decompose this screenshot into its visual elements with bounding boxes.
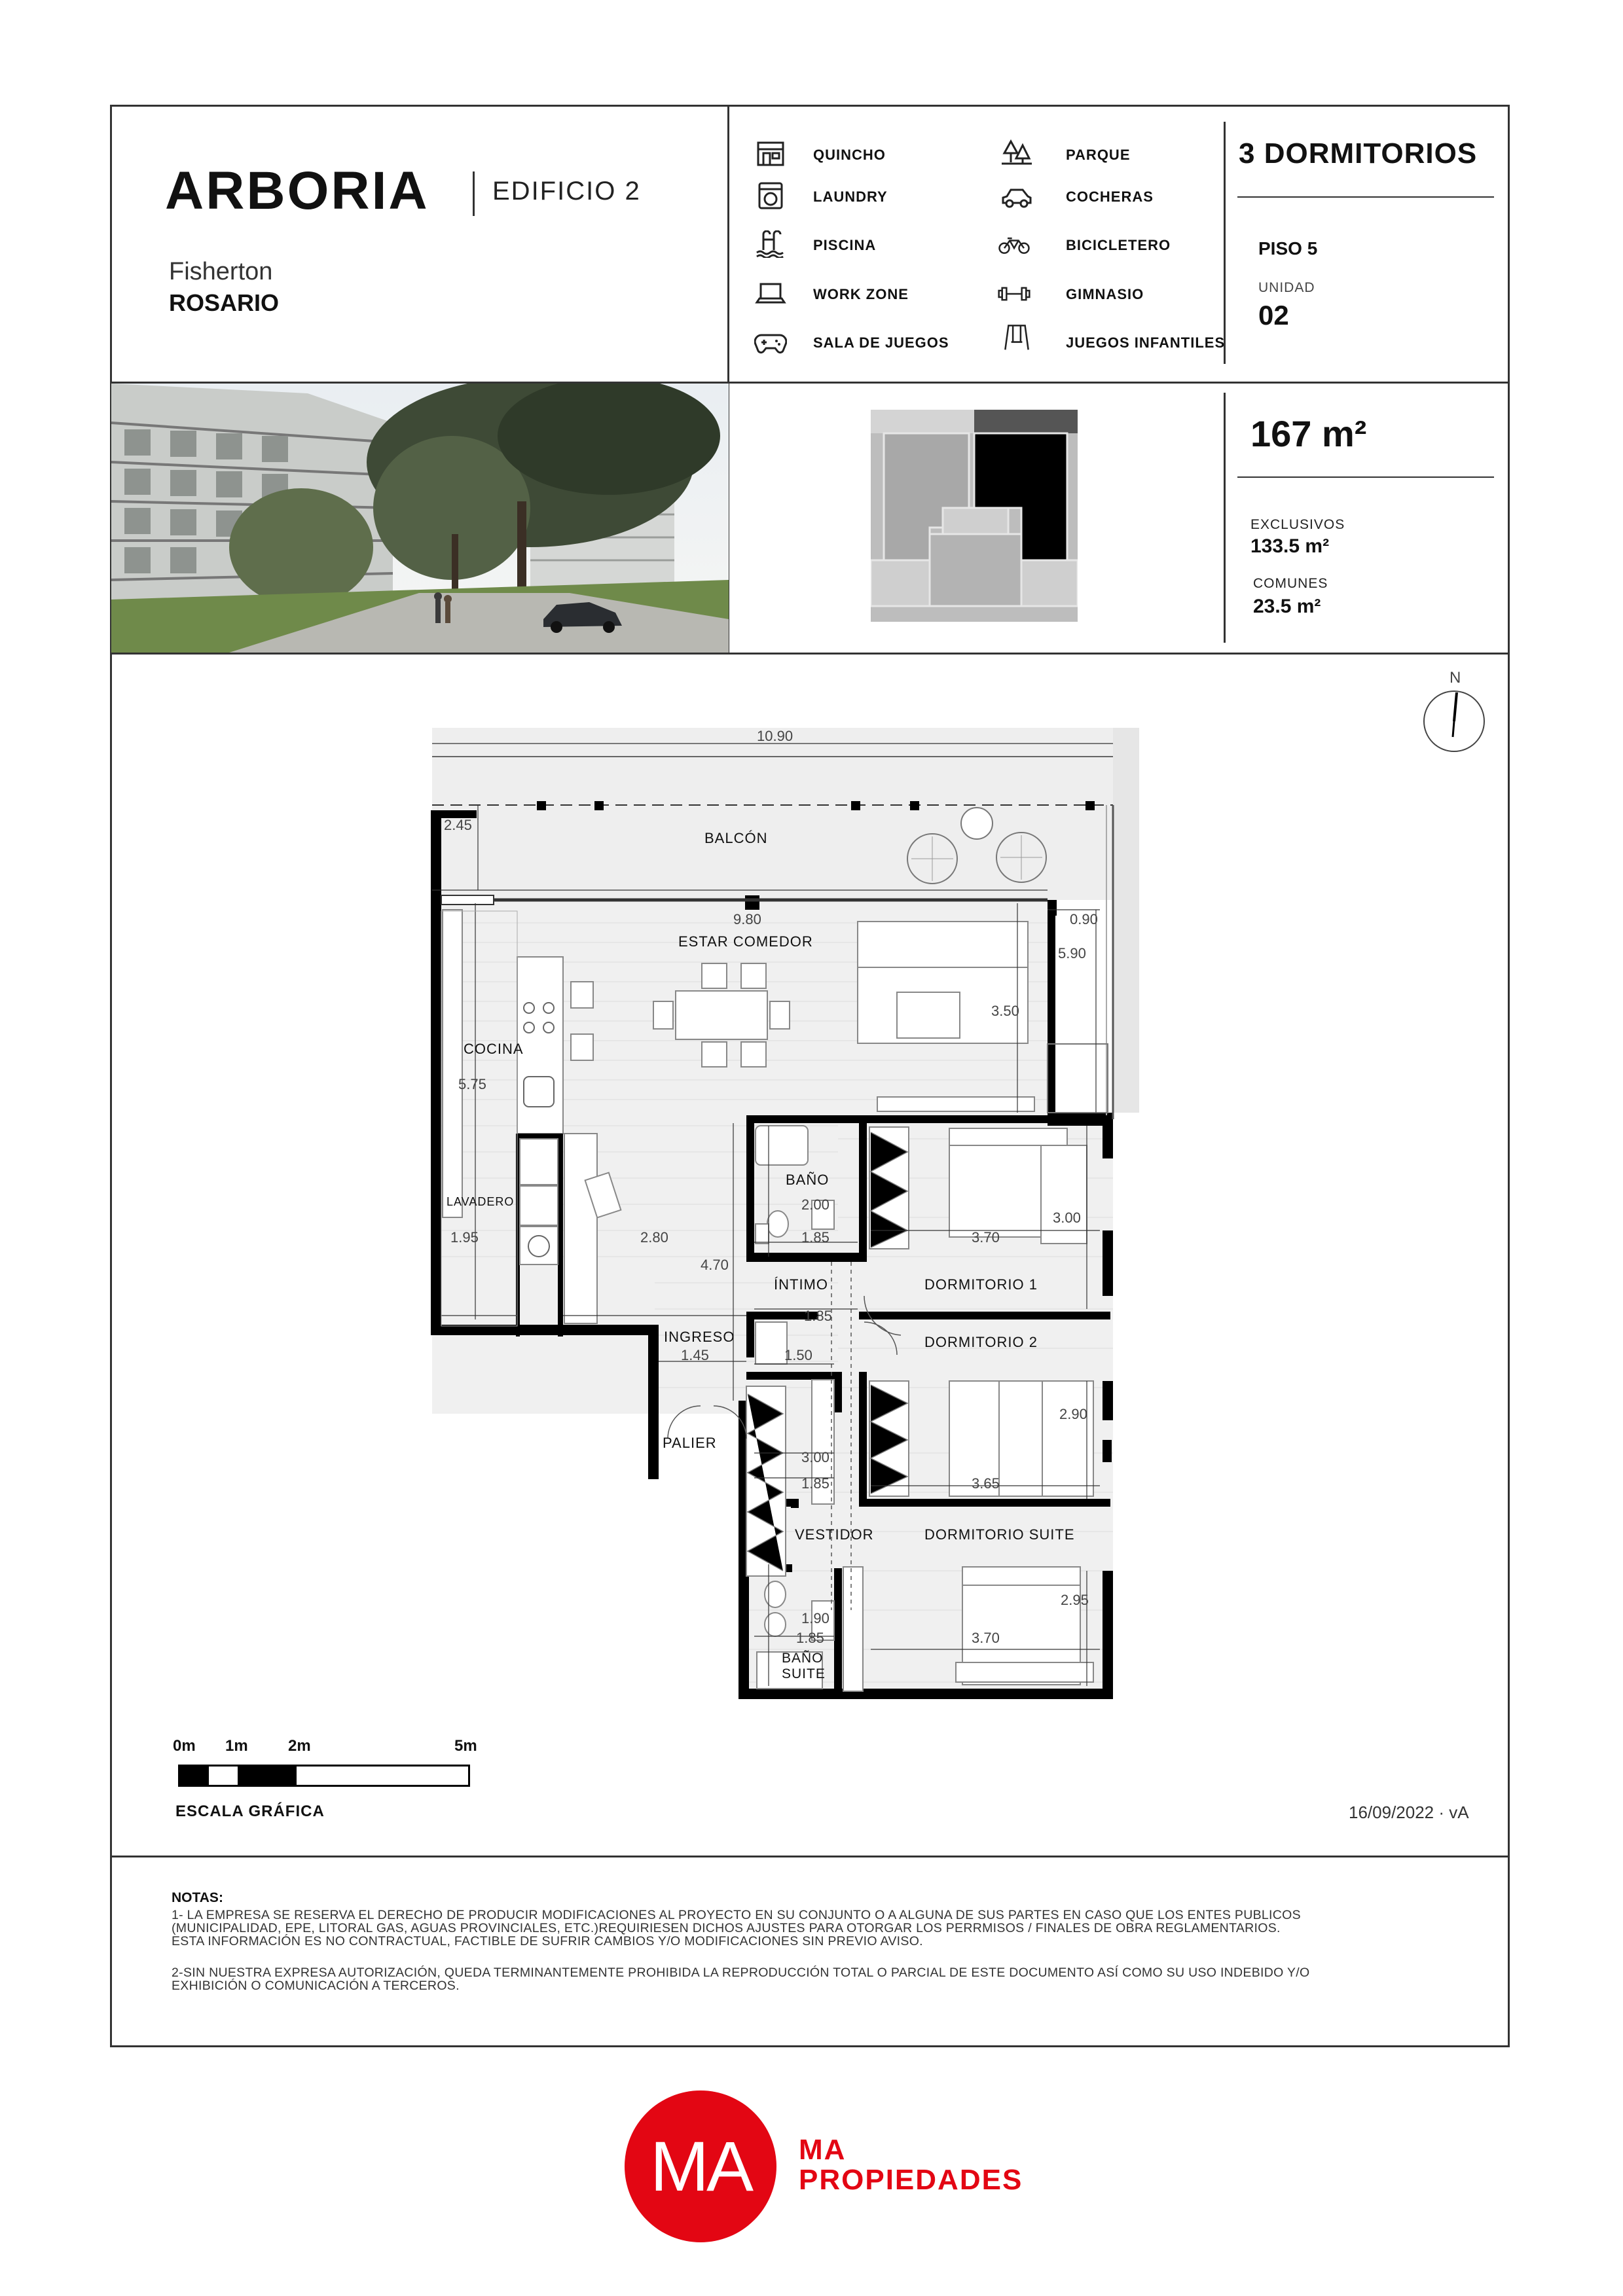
area-underline bbox=[1237, 476, 1494, 478]
logo-text-line-2: PROPIEDADES bbox=[799, 2164, 1023, 2196]
dim-label: 5.90 bbox=[1058, 945, 1086, 961]
unit-info-divider bbox=[1224, 122, 1226, 364]
swing-icon bbox=[1000, 323, 1033, 351]
scale-title: ESCALA GRÁFICA bbox=[175, 1803, 325, 1820]
trees-icon bbox=[1000, 139, 1033, 166]
neighborhood-label: Fisherton bbox=[169, 258, 273, 285]
scale-label-2m: 2m bbox=[288, 1737, 311, 1755]
grill-shop-icon bbox=[754, 140, 787, 168]
common-caption: COMUNES bbox=[1253, 576, 1328, 591]
room-label-estar-comedor: ESTAR COMEDOR bbox=[678, 933, 813, 950]
amenity-cocheras: COCHERAS bbox=[1066, 188, 1154, 205]
gamepad-icon bbox=[754, 329, 787, 356]
floor-label: PISO 5 bbox=[1258, 238, 1318, 259]
dim-label: 1.85 bbox=[796, 1630, 824, 1646]
room-label-bano-suite-2: SUITE bbox=[782, 1666, 826, 1681]
north-compass bbox=[1421, 669, 1487, 754]
floor-plan bbox=[419, 720, 1178, 1708]
dorm-underline bbox=[1237, 196, 1494, 198]
amenity-quincho: QUINCHO bbox=[813, 147, 886, 163]
dim-label: 1.85 bbox=[804, 1308, 832, 1324]
scale-label-1m: 1m bbox=[225, 1737, 248, 1755]
room-label-intimo: ÍNTIMO bbox=[774, 1276, 828, 1293]
dim-label: 1.45 bbox=[681, 1347, 709, 1363]
dim-label: 3.70 bbox=[972, 1630, 1000, 1646]
scale-segment bbox=[180, 1767, 209, 1785]
amenity-juegos-infantiles: JUEGOS INFANTILES bbox=[1066, 334, 1226, 351]
dim-label: 1.50 bbox=[784, 1347, 812, 1363]
note-2-line-2: EXHIBICIÓN O COMUNICACIÓN A TERCEROS. bbox=[172, 1979, 460, 1993]
room-label-lavadero: LAVADERO bbox=[447, 1195, 515, 1208]
dim-label: 1.85 bbox=[801, 1229, 830, 1246]
note-2-line-1: 2-SIN NUESTRA EXPRESA AUTORIZACIÓN, QUEDA TERMINANTEMENTE PROHIBIDA LA REPRODUCCIÓN TOTAL O PARCIAL DE ESTE DOCUMENTO ASÍ COMO SU USO INDEBIDO Y/O bbox=[172, 1965, 1310, 1980]
dim-label: 3.65 bbox=[972, 1475, 1000, 1492]
logo-text-line-1: MA bbox=[799, 2134, 847, 2166]
unit-caption: UNIDAD bbox=[1258, 280, 1315, 295]
key-plan bbox=[871, 410, 1078, 622]
dim-label: 3.00 bbox=[801, 1449, 830, 1465]
room-label-ingreso: INGRESO bbox=[664, 1329, 735, 1345]
amenity-gimnasio: GIMNASIO bbox=[1066, 286, 1144, 302]
exclusive-area: 133.5 m² bbox=[1250, 535, 1330, 557]
notes-divider bbox=[110, 1856, 1510, 1857]
amenity-parque: PARQUE bbox=[1066, 147, 1131, 163]
building-label: EDIFICIO 2 bbox=[492, 177, 641, 206]
amenity-bicicletero: BICICLETERO bbox=[1066, 237, 1171, 253]
car-icon bbox=[1000, 183, 1033, 211]
exclusive-caption: EXCLUSIVOS bbox=[1250, 517, 1345, 532]
dim-label: 3.70 bbox=[972, 1229, 1000, 1246]
plan-divider bbox=[110, 653, 1510, 655]
pool-icon bbox=[754, 230, 787, 258]
dim-label: 1.95 bbox=[450, 1229, 479, 1246]
room-label-cocina: COCINA bbox=[464, 1041, 524, 1057]
dim-label: 2.00 bbox=[801, 1196, 830, 1213]
notes-title: NOTAS: bbox=[172, 1890, 223, 1905]
unit-number: 02 bbox=[1258, 300, 1289, 331]
dim-label: 2.90 bbox=[1059, 1406, 1087, 1422]
room-label-palier: PALIER bbox=[663, 1435, 717, 1451]
room-label-bano: BAÑO bbox=[786, 1172, 830, 1188]
dumbbell-icon bbox=[998, 280, 1030, 308]
dim-label: 2.45 bbox=[444, 817, 472, 833]
amenity-sala-de-juegos: SALA DE JUEGOS bbox=[813, 334, 949, 351]
project-title: ARBORIA bbox=[165, 161, 429, 221]
dim-label: 0.90 bbox=[1070, 911, 1098, 927]
note-1-line-3: ESTA INFORMACIÓN ES NO CONTRACTUAL, FACTIBLE DE SUFRIR CAMBIOS Y/O MODIFICACIONES SIN PREVIO AVISO. bbox=[172, 1934, 923, 1948]
dim-label: 3.00 bbox=[1053, 1210, 1081, 1226]
dim-label: 2.80 bbox=[640, 1229, 668, 1246]
total-area: 167 m² bbox=[1250, 413, 1367, 454]
city-label: ROSARIO bbox=[169, 289, 280, 316]
dim-label: 9.80 bbox=[733, 911, 761, 927]
dim-label: 4.70 bbox=[701, 1257, 729, 1273]
scale-label-0m: 0m bbox=[173, 1737, 196, 1755]
bedrooms-label: 3 DORMITORIOS bbox=[1239, 137, 1478, 170]
amenity-work-zone: WORK ZONE bbox=[813, 286, 909, 302]
graphic-scale-bar bbox=[178, 1765, 470, 1787]
room-label-vestidor: VESTIDOR bbox=[795, 1526, 874, 1543]
scale-label-5m: 5m bbox=[454, 1737, 477, 1755]
date-version: 16/09/2022 · vA bbox=[1349, 1803, 1469, 1822]
dim-label: 10.90 bbox=[757, 728, 793, 744]
laptop-icon bbox=[754, 280, 787, 308]
title-separator bbox=[473, 171, 475, 216]
compass-north-label: N bbox=[1450, 669, 1461, 687]
ma-logo-mark: MA bbox=[625, 2090, 776, 2242]
note-1-line-2: (MUNICIPALIDAD, EPE, LITORAL GAS, AGUAS PROVINCIALES, ETC.)REQUIRIESEN DICHOS AJUSTES PARA OTORGAR LOS PERRMISOS / FINALES DE OBRA REGLAMENTARIOS. bbox=[172, 1921, 1281, 1935]
common-area: 23.5 m² bbox=[1253, 596, 1321, 617]
render-illustration bbox=[111, 384, 729, 653]
dim-label: 5.75 bbox=[458, 1076, 486, 1092]
dim-label: 1.90 bbox=[801, 1610, 830, 1626]
room-label-dormitorio-2: DORMITORIO 2 bbox=[924, 1334, 1038, 1350]
scale-segment bbox=[238, 1767, 297, 1785]
room-label-balcon: BALCÓN bbox=[704, 830, 768, 846]
bicycle-icon bbox=[998, 232, 1030, 259]
area-info-divider bbox=[1224, 393, 1226, 643]
room-label-dormitorio-suite: DORMITORIO SUITE bbox=[924, 1526, 1075, 1543]
note-1-line-1: 1- LA EMPRESA SE RESERVA EL DERECHO DE PRODUCIR MODIFICACIONES AL PROYECTO EN SU CONJUNTO O A ALGUNA DE SUS PARTES EN CASO QUE LOS ENTES PUBLICOS bbox=[172, 1908, 1301, 1922]
room-label-bano-suite-1: BAÑO bbox=[782, 1651, 824, 1666]
washing-machine-icon bbox=[754, 182, 787, 209]
amenity-piscina: PISCINA bbox=[813, 237, 877, 253]
dim-label: 1.85 bbox=[801, 1475, 830, 1492]
amenity-laundry: LAUNDRY bbox=[813, 188, 888, 205]
dim-label: 3.50 bbox=[991, 1003, 1019, 1019]
building-render-photo bbox=[111, 384, 729, 653]
room-label-dormitorio-1: DORMITORIO 1 bbox=[924, 1276, 1038, 1293]
dim-label: 2.95 bbox=[1061, 1592, 1089, 1608]
